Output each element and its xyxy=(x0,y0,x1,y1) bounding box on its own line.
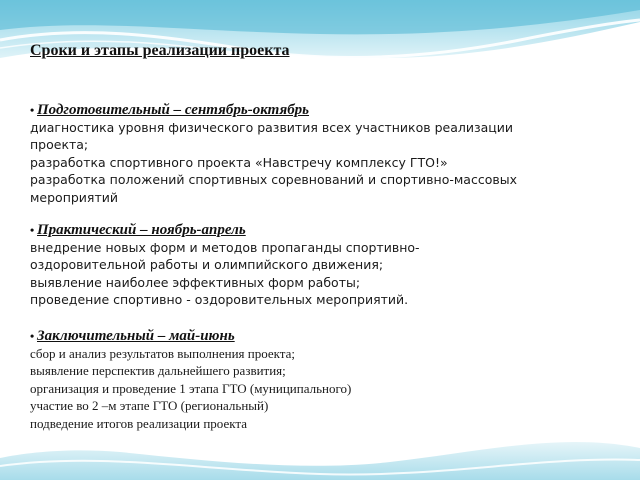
bullet-icon: • xyxy=(30,103,35,117)
stage-line: выявление наиболее эффективных форм работы; xyxy=(30,274,361,290)
stage-line: подведение итогов реализации проекта xyxy=(30,415,247,431)
stage-line: оздоровительной работы и олимпийского движения; xyxy=(30,257,384,273)
stage-line: участие во 2 –м этапе ГТО (региональный) xyxy=(30,398,269,414)
stage-lines xyxy=(30,239,620,309)
stage-heading-text: Заключительный – май-июнь xyxy=(37,328,235,344)
stage-line: сбор и анализ результатов выполнения проекта; xyxy=(30,346,296,361)
stage-line: мероприятий xyxy=(30,189,118,205)
stage-line: разработка спортивного проекта «Навстречу комплексу ГТО!» xyxy=(30,154,448,170)
stage-lines xyxy=(30,345,620,432)
stage-line: проведение спортивно - оздоровительных мероприятий. xyxy=(30,292,409,308)
bullet-icon: • xyxy=(30,329,35,343)
stage-heading-text: Практический – ноябрь-апрель xyxy=(37,222,246,238)
stage-line: внедрение новых форм и методов пропаганды спортивно- xyxy=(30,240,420,255)
stage-heading xyxy=(30,101,620,119)
stage-practical xyxy=(30,221,620,309)
stage-heading xyxy=(30,327,620,345)
stage-line: разработка положений спортивных соревнований и спортивно-массовых xyxy=(30,172,517,188)
stage-lines xyxy=(30,119,620,206)
stage-line: диагностика уровня физического развития всех участников реализации xyxy=(30,120,514,135)
stage-heading xyxy=(30,221,620,239)
stage-heading-text: Подготовительный – сентябрь-октябрь xyxy=(37,102,310,118)
stage-line: проекта; xyxy=(30,137,89,153)
bullet-icon: • xyxy=(30,223,35,237)
stage-final xyxy=(30,327,620,432)
stage-preparatory xyxy=(30,101,620,206)
stage-line: выявление перспектив дальнейшего развития; xyxy=(30,363,286,379)
page-title: Сроки и этапы реализации проекта xyxy=(30,42,290,59)
stage-line: организация и проведение 1 этапа ГТО (муниципального) xyxy=(30,380,352,396)
